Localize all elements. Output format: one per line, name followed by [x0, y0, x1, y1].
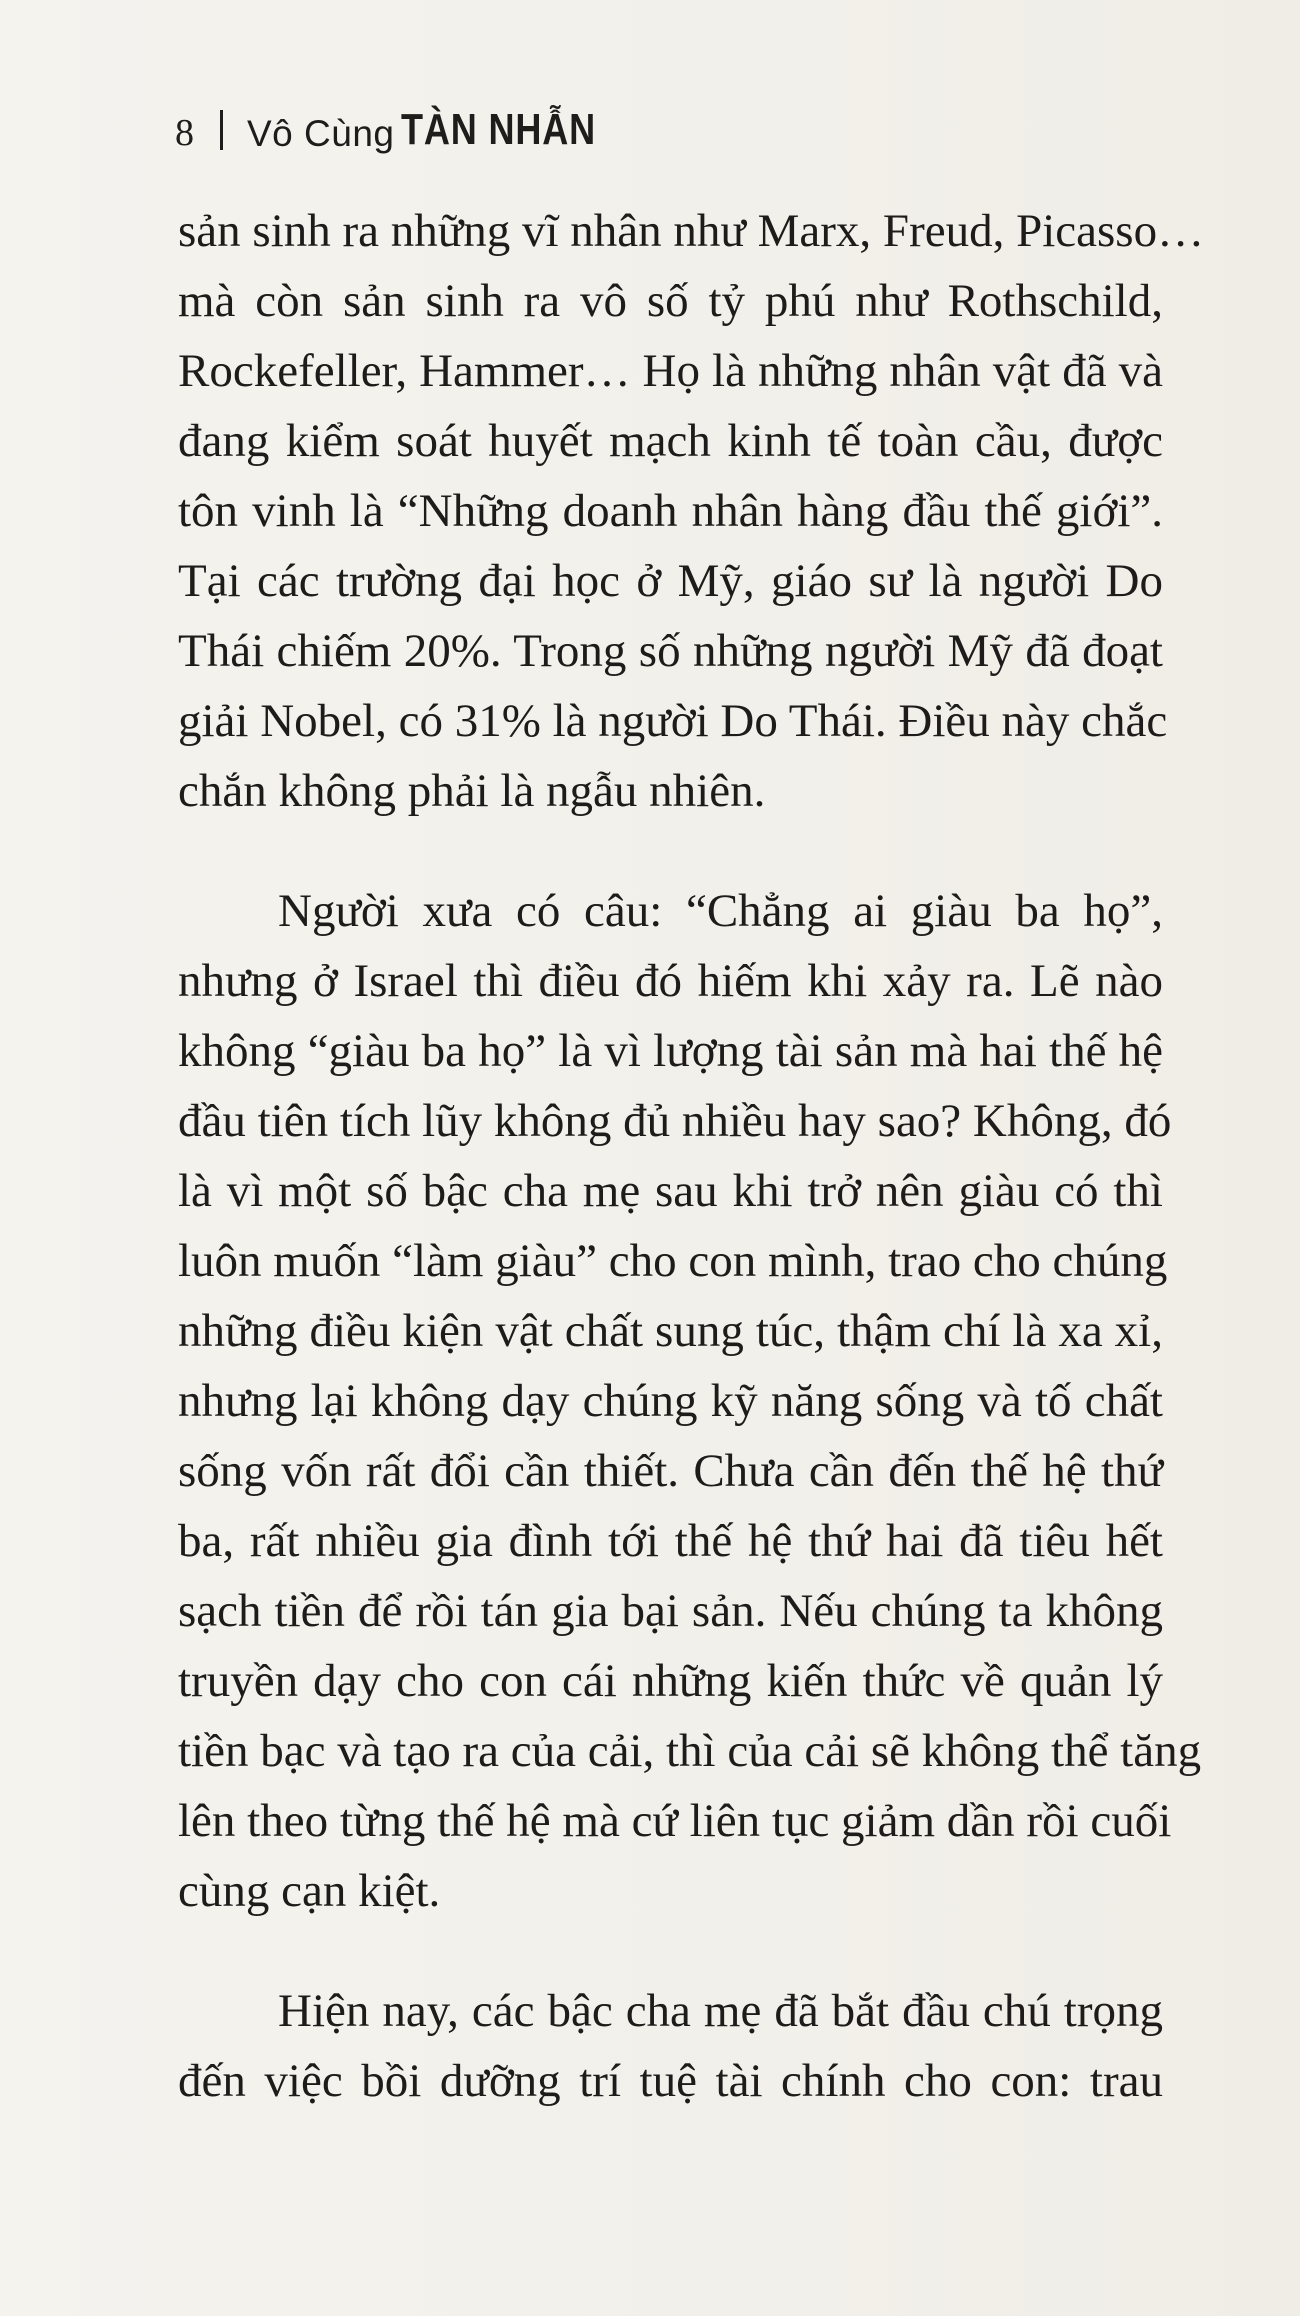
text-line: Rockefeller, Hammer… Họ là những nhân vật đã và: [178, 345, 1163, 397]
text-line: Tại các trường đại học ở Mỹ, giáo sư là người Do: [178, 555, 1163, 607]
text-line: không “giàu ba họ” là vì lượng tài sản mà hai thế hệ: [178, 1025, 1163, 1077]
text-line: luôn muốn “làm giàu” cho con mình, trao cho chúng: [178, 1235, 1168, 1287]
text-line: Hiện nay, các bậc cha mẹ đã bắt đầu chú trọng: [278, 1985, 1163, 2037]
text-line: sống vốn rất đổi cần thiết. Chưa cần đến thế hệ thứ: [178, 1445, 1163, 1497]
text-line: giải Nobel, có 31% là người Do Thái. Điều này chắc: [178, 695, 1168, 747]
book-title: Vô Cùng: [247, 113, 395, 154]
text-line: những điều kiện vật chất sung túc, thậm chí là xa xỉ,: [178, 1305, 1163, 1357]
paragraph-gap: [178, 1926, 1163, 1976]
text-line: là vì một số bậc cha mẹ sau khi trở nên giàu có thì: [178, 1165, 1163, 1217]
text-line: sạch tiền để rồi tán gia bại sản. Nếu chúng ta không: [178, 1585, 1163, 1637]
text-line: ba, rất nhiều gia đình tới thế hệ thứ hai đã tiêu hết: [178, 1515, 1163, 1567]
text-line: tiền bạc và tạo ra của cải, thì của cải sẽ không thể tăng: [178, 1725, 1202, 1777]
text-line: nhưng ở Israel thì điều đó hiếm khi xảy ra. Lẽ nào: [178, 955, 1163, 1007]
text-line: tôn vinh là “Những doanh nhân hàng đầu thế giới”.: [178, 485, 1163, 537]
text-line: Người xưa có câu: “Chẳng ai giàu ba họ”,: [278, 885, 1163, 937]
text-line: mà còn sản sinh ra vô số tỷ phú như Rothschild,: [178, 275, 1163, 327]
header-separator: [220, 110, 223, 150]
text-line: lên theo từng thế hệ mà cứ liên tục giảm dần rồi cuối: [178, 1795, 1172, 1847]
text-line: truyền dạy cho con cái những kiến thức về quản lý: [178, 1655, 1163, 1707]
text-line: Thái chiếm 20%. Trong số những người Mỹ đã đoạt: [178, 625, 1163, 677]
text-line: cùng cạn kiệt.: [178, 1865, 441, 1917]
text-line: đến việc bồi dưỡng trí tuệ tài chính cho con: trau: [178, 2055, 1163, 2107]
paragraph: [178, 1976, 1163, 2116]
body-text: [178, 196, 1205, 2116]
text-line: chắn không phải là ngẫu nhiên.: [178, 765, 766, 817]
paragraph: [178, 876, 1202, 1926]
text-line: đầu tiên tích lũy không đủ nhiều hay sao? Không, đó: [178, 1095, 1172, 1147]
text-line: nhưng lại không dạy chúng kỹ năng sống và tố chất: [178, 1375, 1163, 1427]
paragraph: [178, 196, 1205, 826]
page-number: 8: [175, 112, 194, 154]
book-title-accent: TÀN NHẪN: [400, 105, 596, 154]
text-line: đang kiểm soát huyết mạch kinh tế toàn cầu, được: [178, 415, 1163, 467]
text-line: sản sinh ra những vĩ nhân như Marx, Freud, Picasso…: [178, 205, 1205, 257]
running-header: [175, 92, 638, 152]
paragraph-gap: [178, 826, 1163, 876]
